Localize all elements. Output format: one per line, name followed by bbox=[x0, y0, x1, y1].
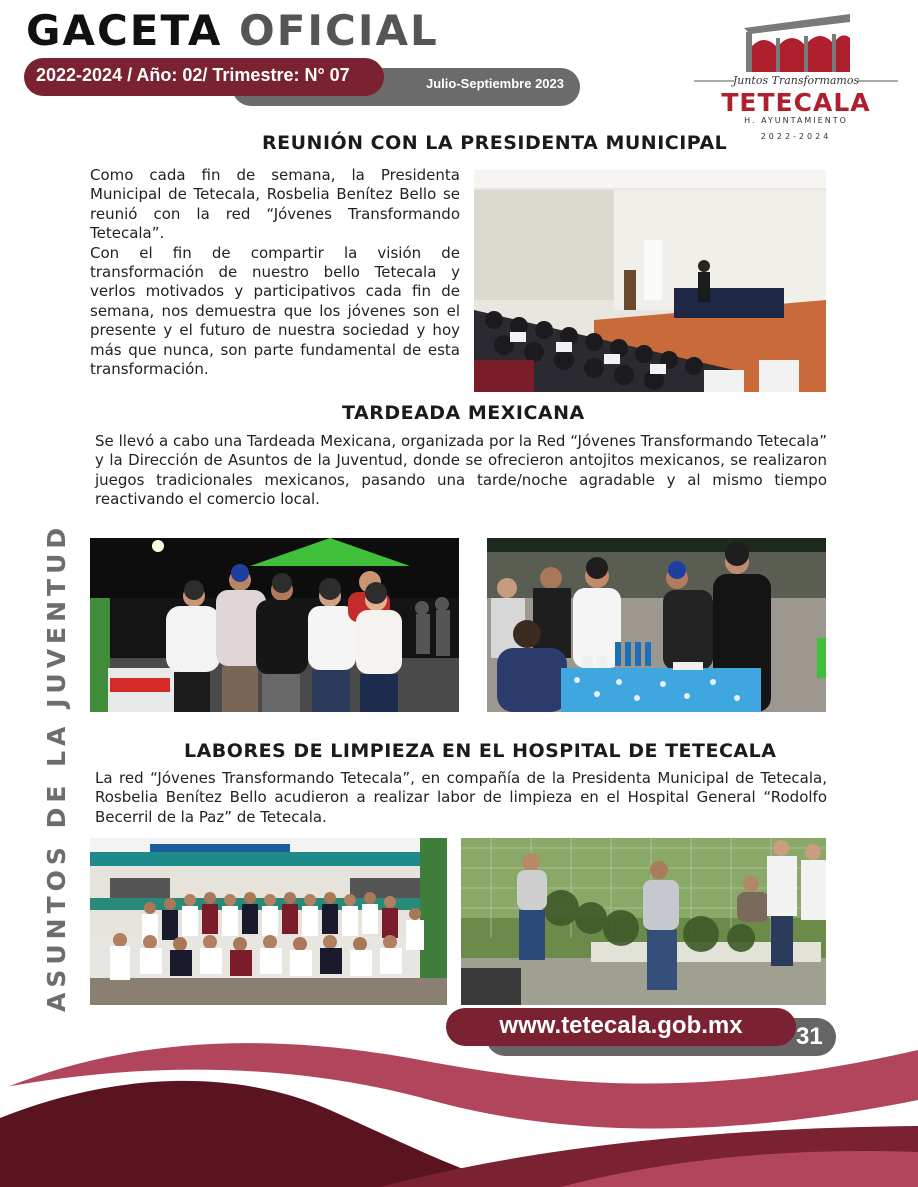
photo-hospital-group bbox=[90, 838, 447, 1005]
logo-years: 2022-2024 bbox=[760, 132, 832, 141]
tetecala-logo bbox=[690, 8, 902, 144]
photo-hospital-cleaning bbox=[461, 838, 826, 1005]
section-body-tardeada bbox=[95, 432, 827, 510]
masthead-word-oficial: OFICIAL bbox=[239, 6, 439, 55]
masthead-word-gaceta: GACETA bbox=[26, 6, 223, 55]
section-title-tardeada: TARDEADA MEXICANA bbox=[342, 402, 585, 424]
section-title-limpieza: LABORES DE LIMPIEZA EN EL HOSPITAL DE TETECALA bbox=[184, 740, 777, 762]
section-body-reunion bbox=[90, 166, 460, 379]
photo-tardeada-group bbox=[90, 538, 459, 712]
section-body-limpieza bbox=[95, 769, 827, 827]
page-number: 31 bbox=[796, 1023, 823, 1050]
reunion-paragraph-2: Con el fin de compartir la visión de transformación de nuestro bello Tetecala y verlos motivados y participativos cada fin de semana, nos demuestra que los jóvenes son el presente y el futuro de nuestra sociedad y hoy más que nunca, son parte fundamental de esta transformación. bbox=[90, 243, 460, 379]
reunion-paragraph-1: Como cada fin de semana, la Presidenta Municipal de Tetecala, Rosbelia Benítez Bello se reunió con la red “Jóvenes Transformando Tetecala”. bbox=[90, 166, 460, 243]
logo-name: TETECALA bbox=[721, 88, 871, 117]
section-title-reunion: REUNIÓN CON LA PRESIDENTA MUNICIPAL bbox=[262, 132, 728, 154]
limpieza-paragraph-1: La red “Jóvenes Transformando Tetecala”, en compañía de la Presidenta Municipal de Tetecala, Rosbelia Benítez Bello acudieron a realizar labor de limpieza en el Hospital General “Rodolfo Becerril de la Paz” de Tetecala. bbox=[95, 769, 827, 826]
logo-subtitle: H. AYUNTAMIENTO bbox=[744, 116, 848, 125]
gazette-masthead bbox=[26, 6, 439, 55]
logo-tagline: Juntos Transformamos bbox=[732, 74, 860, 87]
photo-meeting-auditorium bbox=[474, 170, 826, 392]
period-text: Julio-Septiembre 2023 bbox=[426, 76, 564, 91]
tardeada-paragraph-1: Se llevó a cabo una Tardeada Mexicana, organizada por la Red “Jóvenes Transformando Tetecala” y la Dirección de Asuntos de la Juventud, donde se ofrecieron antojitos mexicanos, se realizaron juegos tradicionales mexicanos, pasando una tarde/noche agradable y al mismo tiempo reactivando el comercio local. bbox=[95, 432, 827, 509]
side-section-label: ASUNTOS DE LA JUVENTUD bbox=[42, 522, 71, 1012]
arches-logo-icon bbox=[690, 8, 902, 74]
issue-banner: 2022-2024 / Año: 02/ Trimestre: N° 07 bbox=[24, 58, 384, 96]
photo-tardeada-stand bbox=[487, 538, 826, 712]
footer-url-link[interactable]: www.tetecala.gob.mx bbox=[446, 1008, 796, 1046]
